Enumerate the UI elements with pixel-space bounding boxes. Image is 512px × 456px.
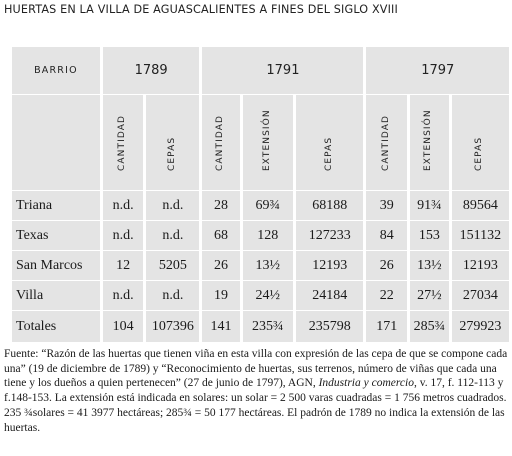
table-title: HUERTAS EN LA VILLA DE AGUASCALIENTES A FINES DEL SIGLO XVIII: [4, 3, 398, 16]
cell: 153: [410, 220, 449, 250]
cell: 24184: [296, 280, 363, 310]
cell: 69¾: [243, 190, 294, 220]
source-note: [4, 347, 509, 435]
cell: n.d.: [103, 280, 144, 310]
subheader-1797-cantidad: CANTIDAD: [380, 115, 391, 171]
cell: 27034: [452, 280, 509, 310]
cell: 141: [202, 310, 239, 342]
cell: 235¾: [243, 310, 294, 342]
cell: 127233: [296, 220, 363, 250]
row-label: Villa: [12, 280, 100, 310]
cell: 279923: [452, 310, 509, 342]
cell: n.d.: [146, 190, 199, 220]
barrio-header: BARRIO: [12, 47, 100, 94]
cell: 12: [103, 250, 144, 280]
row-label: Triana: [12, 190, 100, 220]
cell: 84: [366, 220, 407, 250]
cell: n.d.: [146, 280, 199, 310]
subheader-1789-cantidad: CANTIDAD: [117, 115, 128, 171]
header-gap: [12, 181, 509, 190]
cell: 285¾: [410, 310, 449, 342]
source-text-end: , v. 17, f. 112-113 y f.148-153. La extensión está indicada en solares: un solar = 2 500 varas cuadradas = 1 756 metros cuadrados. 235 ¾solares = 41 3977 hectáreas; 285¾ = 50 177 hectáreas. El padrón de 1789 no indica la extensión de las huertas.: [4, 377, 507, 434]
cell: 28: [202, 190, 239, 220]
subheader-1791-extension: EXTENSIÓN: [261, 109, 272, 171]
cell: 39: [366, 190, 407, 220]
huertas-table: [9, 47, 512, 342]
cell: 68: [202, 220, 239, 250]
cell: 24½: [243, 280, 294, 310]
subheader-1797-cepas: CEPAS: [474, 136, 485, 171]
subheader-1789-cepas: CEPAS: [166, 136, 177, 171]
table-row-totals: [12, 310, 509, 342]
row-label: Totales: [12, 310, 100, 342]
subheader-blank: [12, 94, 100, 181]
table-row: [12, 220, 509, 250]
cell: 104: [103, 310, 144, 342]
cell: 171: [366, 310, 407, 342]
year-header-1791: 1791: [202, 47, 363, 94]
source-text: Fuente: “Razón de las huertas que tienen viña en esta villa con expresión de las cepa de que se compone cada una” (19 de diciembre de 1789) y “Reconocimiento de huertas, sus terrenos, número de viñas que cada una tiene y los dueños a quien pertenecen” (27 de junio de 1797), AGN,: [4, 348, 508, 390]
cell: 151132: [452, 220, 509, 250]
row-label: Texas: [12, 220, 100, 250]
cell: 12193: [452, 250, 509, 280]
table-row: [12, 250, 509, 280]
cell: 12193: [296, 250, 363, 280]
cell: 128: [243, 220, 294, 250]
header-row-years: [12, 47, 509, 94]
year-header-1797: 1797: [366, 47, 509, 94]
cell: 91¾: [410, 190, 449, 220]
cell: 27½: [410, 280, 449, 310]
table-row: [12, 190, 509, 220]
cell: 68188: [296, 190, 363, 220]
cell: 26: [202, 250, 239, 280]
subheader-1791-cepas: CEPAS: [323, 136, 334, 171]
cell: 19: [202, 280, 239, 310]
cell: 13½: [243, 250, 294, 280]
cell: 22: [366, 280, 407, 310]
row-label: San Marcos: [12, 250, 100, 280]
cell: 26: [366, 250, 407, 280]
source-italic: Industria y comercio: [318, 377, 414, 390]
cell: 235798: [296, 310, 363, 342]
cell: n.d.: [103, 220, 144, 250]
subheader-1797-extension: EXTENSIÓN: [423, 109, 434, 171]
header-row-columns: [12, 94, 509, 181]
cell: 13½: [410, 250, 449, 280]
cell: 89564: [452, 190, 509, 220]
cell: 5205: [146, 250, 199, 280]
cell: 107396: [146, 310, 199, 342]
year-header-1789: 1789: [103, 47, 200, 94]
subheader-1791-cantidad: CANTIDAD: [214, 115, 225, 171]
table-row: [12, 280, 509, 310]
cell: n.d.: [146, 220, 199, 250]
cell: n.d.: [103, 190, 144, 220]
